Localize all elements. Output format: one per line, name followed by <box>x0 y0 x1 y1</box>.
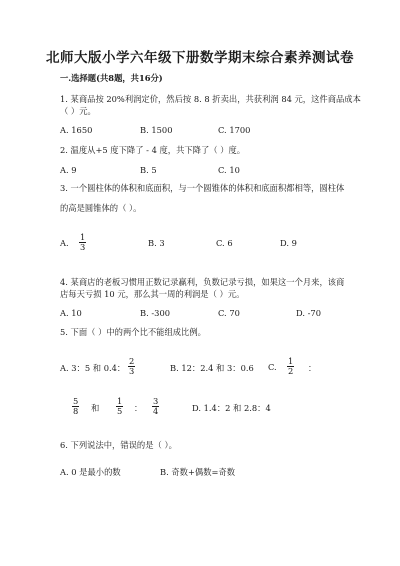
question-3-text: 3. 一个圆柱体的体积和底面积，与一个圆锥体的体积和底面积都相等，圆柱体 <box>60 183 345 193</box>
fraction-numerator: 1 <box>117 396 123 406</box>
question-2-text: 2. 温度从+5 度下降了 - 4 度，共下降了（ ）度。 <box>60 145 246 155</box>
question-4-text-cont: 店每天亏损 10 元，那么其一周的利润是（ ）元。 <box>60 289 245 299</box>
question-5-option-c-colon: ： <box>308 363 317 373</box>
fraction-numerator: 5 <box>73 396 79 406</box>
question-5-option-b: B. 12：2.4 和 3：0.6 <box>170 363 254 373</box>
question-1-text: 1. 某商品按 20%利润定价，然后按 8. 8 折卖出，共获利润 84 元，这件商品成本 <box>60 94 361 104</box>
question-5-option-c-fraction-1 <box>72 397 79 416</box>
fraction-denominator: 8 <box>73 406 79 416</box>
question-5-option-c-fraction-3 <box>152 397 159 416</box>
question-5-option-c-fraction <box>287 357 294 376</box>
fraction-denominator: 3 <box>129 366 135 376</box>
question-5-option-c-colon-2: ： <box>134 403 143 413</box>
question-1-option-b: B. 1500 <box>140 125 173 135</box>
question-4-option-a: A. 10 <box>60 308 82 318</box>
question-5-option-c-and: 和 <box>91 403 100 413</box>
question-3-option-a-fraction <box>79 233 86 252</box>
question-5-text: 5. 下面（ ）中的两个比不能组成比例。 <box>60 327 206 337</box>
section-heading: 一.选择题(共8题，共16分) <box>60 73 163 83</box>
question-5-option-c-label: C. <box>268 362 277 372</box>
fraction-denominator: 3 <box>80 242 86 252</box>
question-2-option-a: A. 9 <box>60 165 77 175</box>
question-1-option-a: A. 1650 <box>60 125 93 135</box>
fraction-denominator: 2 <box>288 366 294 376</box>
fraction-numerator: 2 <box>129 356 135 366</box>
question-4-text: 4. 某商店的老板习惯用正数记录赢利，负数记录亏损，如果这一个月来，该商 <box>60 277 345 287</box>
question-2-option-b: B. 5 <box>140 165 157 175</box>
question-6-option-b: B. 奇数+偶数=奇数 <box>160 467 236 477</box>
fraction-denominator: 5 <box>117 406 123 416</box>
question-3-text-cont: 的高是圆锥体的（ ）。 <box>60 203 142 213</box>
question-4-option-b: B. -300 <box>140 308 171 318</box>
question-5-option-d: D. 1.4：2 和 2.8：4 <box>192 403 271 413</box>
fraction-numerator: 3 <box>153 396 159 406</box>
question-1-text-cont: （ ）元。 <box>60 106 96 116</box>
question-4-option-c: C. 70 <box>218 308 240 318</box>
fraction-numerator: 1 <box>80 232 86 242</box>
question-5-option-c-fraction-2 <box>116 397 123 416</box>
question-5-option-a-fraction <box>128 357 135 376</box>
question-3-option-d: D. 9 <box>280 238 297 248</box>
question-3-option-a-label: A. <box>60 238 69 248</box>
question-6-option-a: A. 0 是最小的数 <box>60 467 121 477</box>
fraction-denominator: 4 <box>153 406 159 416</box>
fraction-numerator: 1 <box>288 356 294 366</box>
page-title: 北师大版小学六年级下册数学期末综合素养测试卷 <box>46 50 354 66</box>
question-6-text: 6. 下列说法中，错误的是（ ）。 <box>60 440 177 450</box>
question-4-option-d: D. -70 <box>296 308 321 318</box>
question-2-option-c: C. 10 <box>218 165 240 175</box>
question-3-option-b: B. 3 <box>148 238 165 248</box>
question-3-option-c: C. 6 <box>216 238 233 248</box>
question-5-option-a-text: A. 3：5 和 0.4： <box>60 363 126 373</box>
question-1-option-c: C. 1700 <box>218 125 251 135</box>
